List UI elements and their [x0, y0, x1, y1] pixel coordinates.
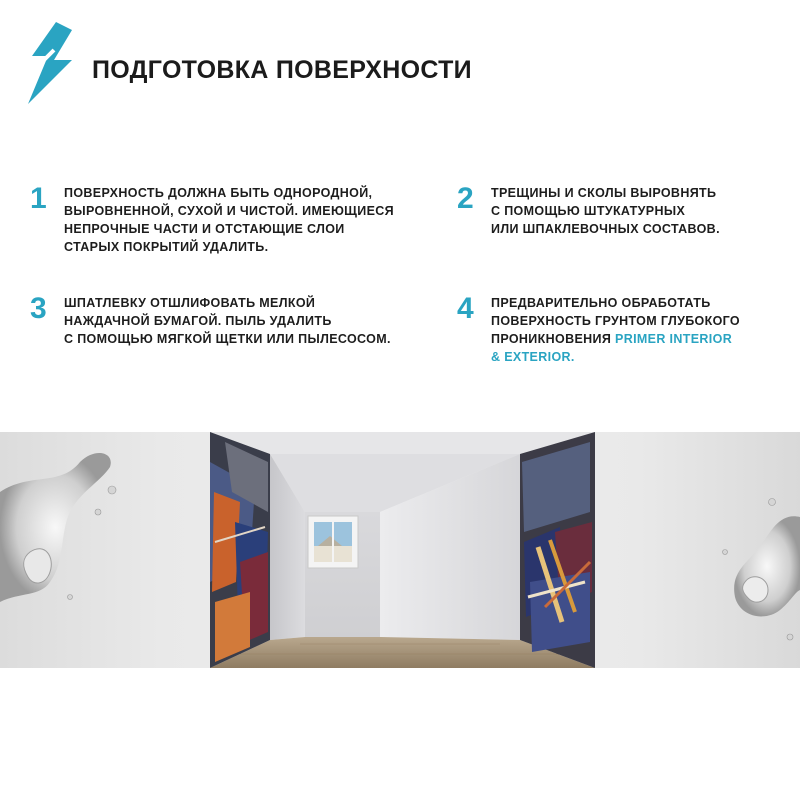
step-text	[491, 294, 740, 366]
step-number: 2	[457, 182, 474, 215]
paint-splash-icon	[723, 499, 800, 641]
step-text: ШПАТЛЕВКУ ОТШЛИФОВАТЬ МЕЛКОЙ НАЖДАЧНОЙ БУМАГОЙ. ПЫЛЬ УДАЛИТЬ С ПОМОЩЬЮ МЯГКОЙ ЩЕТКИ ИЛИ ПЫЛЕСОСОМ.	[64, 296, 391, 346]
step-text: ТРЕЩИНЫ И СКОЛЫ ВЫРОВНЯТЬ С ПОМОЩЬЮ ШТУКАТУРНЫХ ИЛИ ШПАКЛЕВОЧНЫХ СОСТАВОВ.	[491, 186, 720, 236]
lightning-bolt-icon	[26, 22, 76, 104]
step-number: 3	[30, 292, 47, 325]
step-text-main: ПРЕДВАРИТЕЛЬНО ОБРАБОТАТЬ ПОВЕРХНОСТЬ ГРУНТОМ ГЛУБОКОГО ПРОНИКНОВЕНИЯ	[491, 296, 740, 346]
step-number: 4	[457, 292, 474, 325]
step-number: 1	[30, 182, 47, 215]
step-text: ПОВЕРХНОСТЬ ДОЛЖНА БЫТЬ ОДНОРОДНОЙ, ВЫРОВНЕННОЙ, СУХОЙ И ЧИСТОЙ. ИМЕЮЩИЕСЯ НЕПРОЧНЫЕ ЧАСТИ И ОТСТАЮЩИЕ СЛОИ СТАРЫХ ПОКРЫТИЙ УДАЛИТЬ.	[64, 186, 395, 254]
room-interior-illustration	[0, 432, 800, 668]
paint-splash-icon	[0, 453, 116, 602]
page-title: ПОДГОТОВКА ПОВЕРХНОСТИ	[92, 56, 472, 84]
product-name-highlight: PRIMER INTERIOR & EXTERIOR.	[491, 332, 733, 364]
